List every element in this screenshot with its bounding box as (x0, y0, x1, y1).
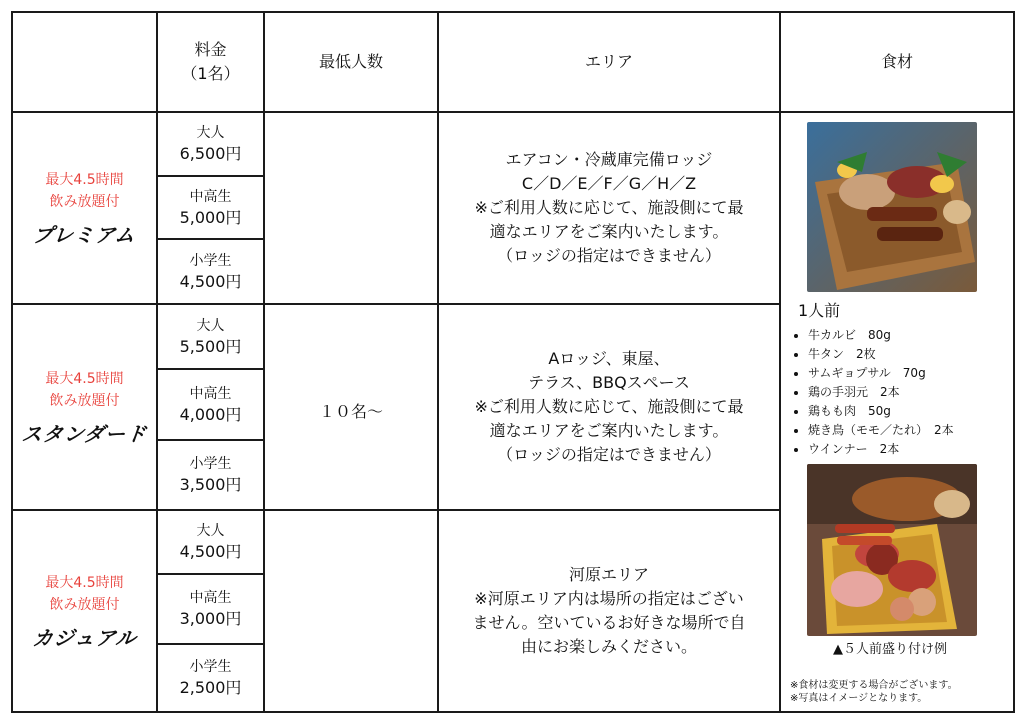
price-cell (158, 370, 263, 439)
price-cell (158, 177, 263, 238)
plan-name-logo: プレミアム (31, 222, 138, 247)
area-cell-premium (439, 113, 779, 303)
price-cell (158, 113, 263, 175)
price-label: 小学生 (189, 252, 232, 269)
area-line: 適なエリアをご案内いたします。 (489, 222, 729, 241)
area-line: ※ご利用人数に応じて、施設側にて最 (474, 397, 744, 416)
price-amount: 2,500円 (179, 678, 242, 697)
list-item: • 焼き鳥（モモ／たれ） 2本 (808, 421, 954, 440)
header-min-people (265, 13, 437, 111)
price-label: 大人 (196, 523, 225, 539)
area-line: ※河原エリア内は場所の指定はござい (474, 589, 744, 608)
header-price-label: 料金 (194, 40, 227, 59)
area-line: （ロッジの指定はできません） (497, 445, 721, 464)
food-photo-five-servings (807, 464, 977, 636)
table-border-bottom (12, 711, 1014, 713)
food-serving-title: 1人前 (798, 301, 841, 320)
header-min-people-label: 最低人数 (318, 52, 383, 71)
plan-standard (13, 305, 156, 509)
area-line: C／D／E／F／G／H／Z (521, 174, 697, 193)
price-label: 小学生 (189, 456, 232, 472)
plan-drinks: 飲み放題付 (49, 392, 120, 409)
list-item: • 牛タン 2枚 (808, 345, 954, 364)
price-amount: 3,500円 (179, 475, 242, 494)
price-amount: 5,000円 (179, 207, 242, 227)
header-price-sub: （1名） (181, 64, 240, 83)
price-cell (158, 240, 263, 303)
plan-hours: 最大4.5時間 (45, 574, 124, 591)
area-cell-standard (439, 305, 779, 509)
food-photo-single-serving (807, 122, 977, 292)
price-amount: 4,500円 (179, 542, 242, 561)
header-food (781, 13, 1013, 111)
header-area (439, 13, 779, 111)
min-people-value: １０名～ (318, 402, 383, 421)
price-cell (158, 441, 263, 509)
header-food-label: 食材 (880, 52, 913, 71)
food-note: ※写真はイメージとなります。 (790, 693, 928, 704)
price-cell (158, 645, 263, 711)
area-line: ※ご利用人数に応じて、施設側にて最 (474, 198, 744, 217)
price-label: 中高生 (189, 188, 232, 205)
food-menu-list (790, 326, 954, 459)
list-item: • 鶏もも肉 50g (808, 402, 954, 421)
area-line: 適なエリアをご案内いたします。 (489, 421, 729, 440)
table-border-right (1013, 11, 1015, 713)
price-amount: 5,500円 (179, 336, 242, 356)
plan-hours: 最大4.5時間 (45, 370, 124, 387)
plan-name-logo: スタンダード (20, 421, 149, 446)
plan-drinks: 飲み放題付 (49, 596, 120, 613)
price-amount: 3,000円 (179, 609, 242, 628)
list-item: • ウインナー 2本 (808, 440, 954, 459)
area-line: テラス、BBQスペース (528, 373, 690, 392)
area-line: Aロッジ、東屋、 (548, 349, 670, 368)
area-line: エアコン・冷蔵庫完備ロッジ (505, 150, 713, 169)
price-label: 中高生 (189, 385, 232, 402)
plan-hours: 最大4.5時間 (45, 171, 124, 188)
price-label: 小学生 (189, 659, 232, 675)
area-cell-casual (439, 511, 779, 711)
header-area-label: エリア (584, 52, 633, 71)
price-cell (158, 305, 263, 368)
price-amount: 6,500円 (179, 144, 242, 163)
plan-casual (13, 511, 156, 711)
price-label: 中高生 (189, 590, 232, 606)
column-divider (779, 11, 781, 713)
price-label: 大人 (196, 317, 225, 334)
price-cell (158, 575, 263, 643)
area-line: 河原エリア (568, 565, 649, 584)
price-amount: 4,500円 (179, 271, 242, 291)
photo-caption: ▲５人前盛り付け例 (833, 642, 947, 657)
list-item: • サムギョプサル 70g (808, 364, 954, 383)
list-item: • 牛カルビ 80g (808, 326, 954, 345)
min-people-cell (265, 113, 437, 711)
price-amount: 4,000円 (179, 404, 242, 424)
area-line: 由にお楽しみください。 (520, 637, 697, 656)
list-item: • 鶏の手羽元 2本 (808, 383, 954, 402)
price-label: 大人 (196, 125, 225, 141)
plan-drinks: 飲み放題付 (49, 193, 120, 210)
area-line: ません。空いているお好きな場所で自 (472, 613, 746, 632)
plan-premium (13, 113, 156, 303)
food-note: ※食材は変更する場合がございます。 (790, 680, 958, 691)
area-line: （ロッジの指定はできません） (497, 246, 721, 265)
price-cell (158, 511, 263, 573)
plan-name-logo: カジュアル (31, 625, 138, 650)
header-price (158, 13, 263, 111)
